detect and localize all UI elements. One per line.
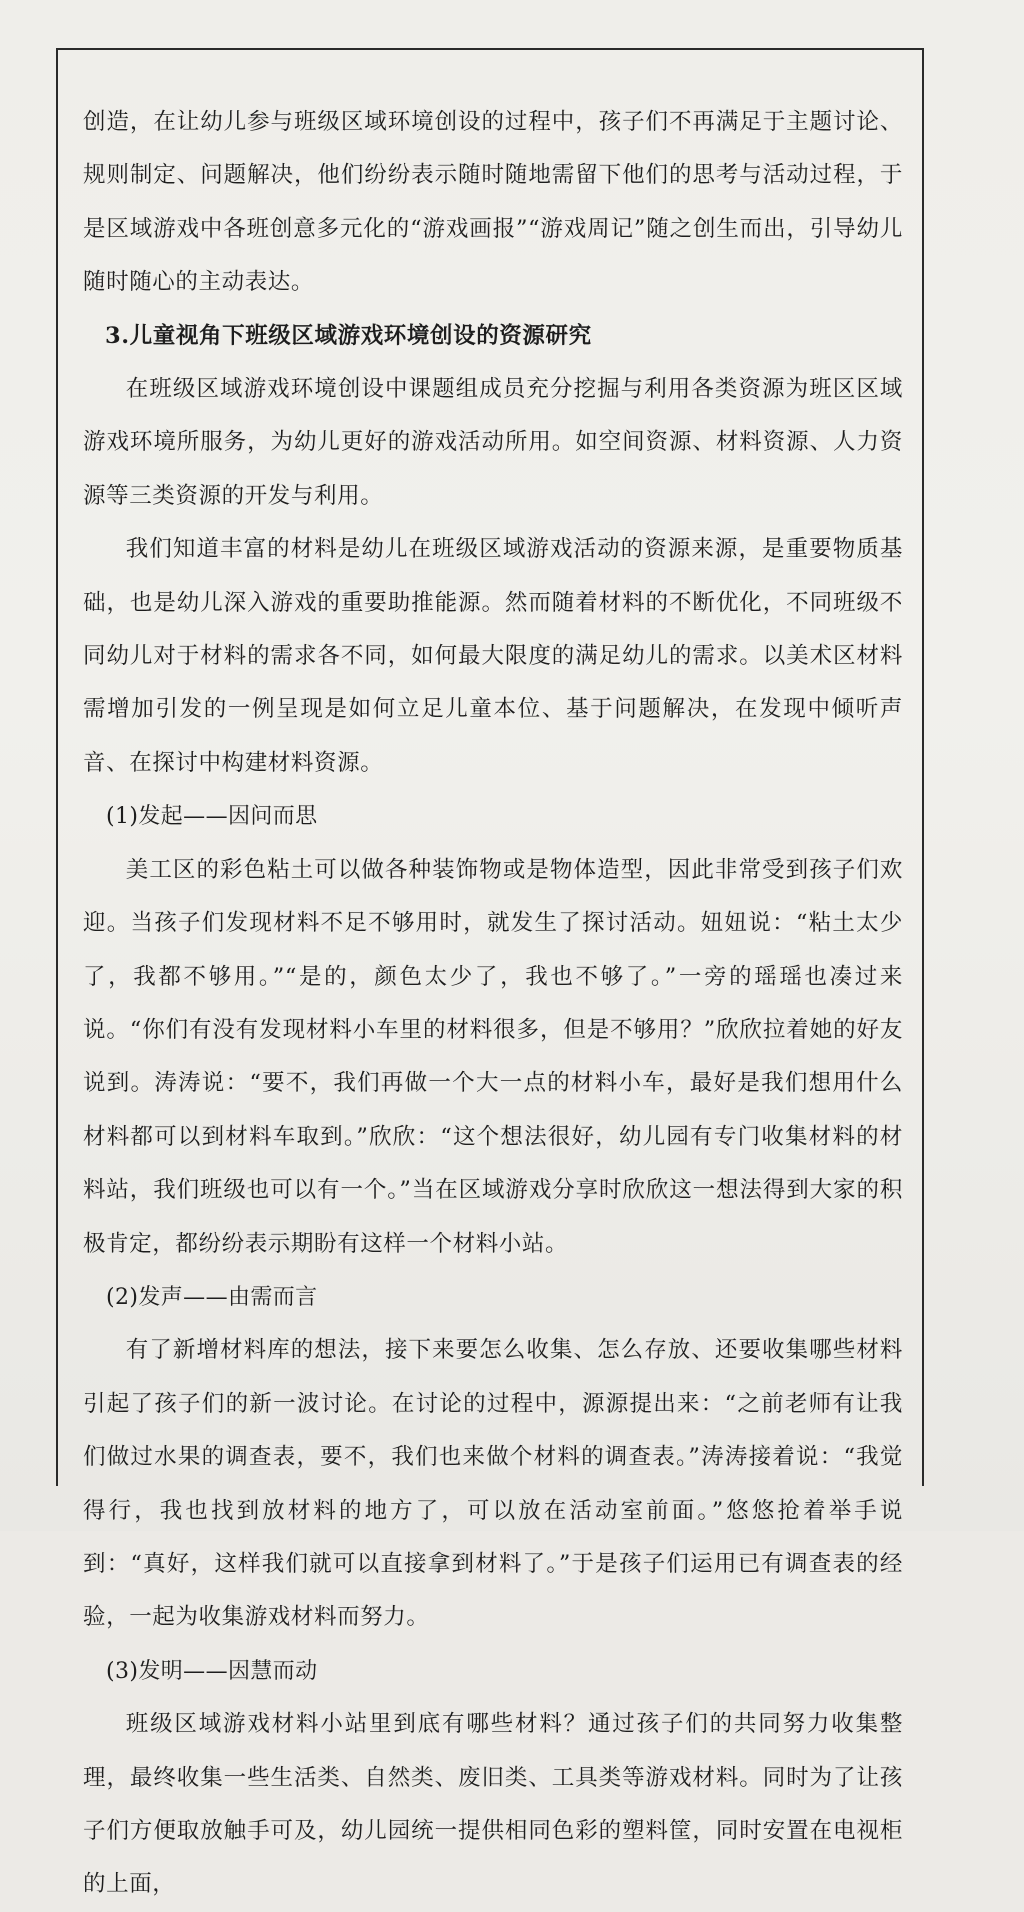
subheading-initiate: (1)发起——因问而思	[106, 804, 318, 830]
paragraph-continuation: 创造，在让幼儿参与班级区域环境创设的过程中，孩子们不再满足于主题讨论、规则制定、问题解决，他们纷纷表示随时随地需留下他们的思考与活动过程，于是区域游戏中各班创意多元化的“游戏画报”“游戏周记”随之创生而出，引导幼儿随时随心的主动表达。	[83, 109, 903, 296]
section-heading: 3.儿童视角下班级区域游戏环境创设的资源研究	[105, 322, 592, 349]
paragraph-voice: 有了新增材料库的想法，接下来要怎么收集、怎么存放、还要收集哪些材料引起了孩子们的新一波讨论。在讨论的过程中，源源提出来：“之前老师有让我们做过水果的调查表，要不，我们也来做个材料的调查表。”涛涛接着说：“我觉得行，我也找到放材料的地方了，可以放在活动室前面。”悠悠抢着举手说到：“真好，这样我们就可以直接拿到材料了。”于是孩子们运用已有调查表的经验，一起为收集游戏材料而努力。	[83, 1337, 903, 1631]
subheading-invent: (3)发明——因慧而动	[106, 1658, 318, 1684]
document-body	[83, 96, 903, 1912]
paragraph-initiate: 美工区的彩色粘土可以做各种装饰物或是物体造型，因此非常受到孩子们欢迎。当孩子们发现材料不足不够用时，就发生了探讨活动。妞妞说：“粘土太少了，我都不够用。”“是的，颜色太少了，我也不够了。”一旁的瑶瑶也凑过来说。“你们有没有发现材料小车里的材料很多，但是不够用？”欣欣拉着她的好友说到。涛涛说：“要不，我们再做一个大一点的材料小车，最好是我们想用什么材料都可以到材料车取到。”欣欣：“这个想法很好，幼儿园有专门收集材料的材料站，我们班级也可以有一个。”当在区域游戏分享时欣欣这一想法得到大家的积极肯定，都纷纷表示期盼有这样一个材料小站。	[83, 856, 903, 1257]
paragraph-materials: 我们知道丰富的材料是幼儿在班级区域游戏活动的资源来源，是重要物质基础，也是幼儿深入游戏的重要助推能源。然而随着材料的不断优化，不同班级不同幼儿对于材料的需求各不同，如何最大限度的满足幼儿的需求。以美术区材料需增加引发的一例呈现是如何立足儿童本位、基于问题解决，在发现中倾听声音、在探讨中构建材料资源。	[83, 536, 903, 776]
subheading-voice: (2)发声——由需而言	[106, 1284, 318, 1310]
paragraph-invent: 班级区域游戏材料小站里到底有哪些材料？通过孩子们的共同努力收集整理，最终收集一些生活类、自然类、废旧类、工具类等游戏材料。同时为了让孩子们方便取放触手可及，幼儿园统一提供相同色彩的塑料筐，同时安置在电视柜的上面，	[83, 1711, 903, 1898]
paragraph-resources-intro: 在班级区域游戏环境创设中课题组成员充分挖掘与利用各类资源为班区区域游戏环境所服务，为幼儿更好的游戏活动所用。如空间资源、材料资源、人力资源等三类资源的开发与利用。	[83, 376, 903, 509]
